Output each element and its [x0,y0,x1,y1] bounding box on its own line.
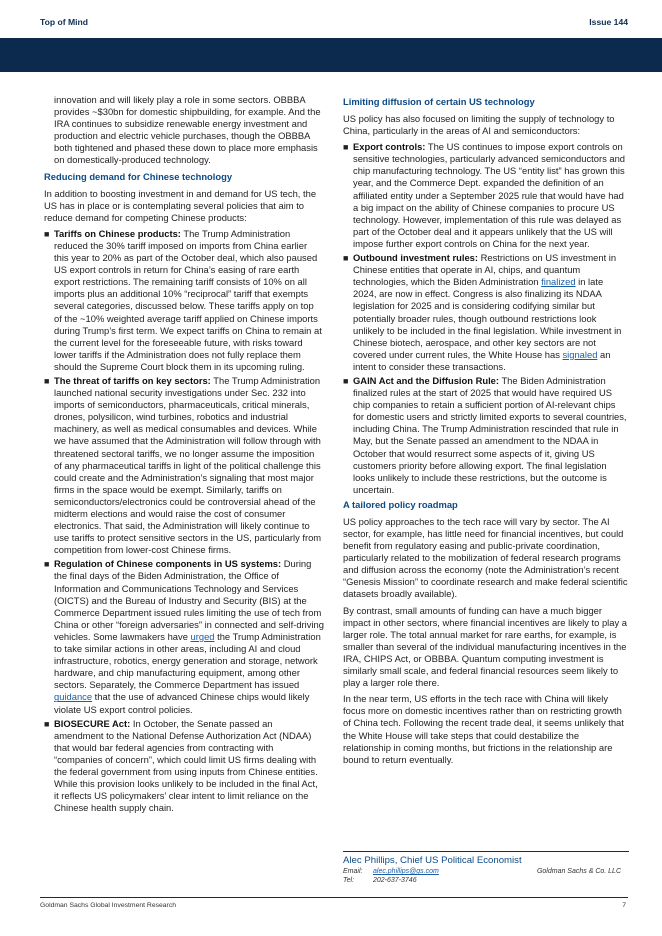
list-item-title: The threat of tariffs on key sectors: [54,374,211,386]
bullet-icon: ■ [343,253,349,264]
paragraph: By contrast, small amounts of funding can have a much bigger impact in other sectors, where financial incentives are likely to play a larger role. The total annual market for rare earths, for example, is smaller than several of the individual manufacturing incentives in the IRA, CHIPS Act, or OBBBA. Quantum computing investment is similarly small scale, and federal financial resources seem likely to play a larger role there. [343,604,627,689]
list-item-text: Restrictions on US investment in Chinese entities that operate in AI, chips, and quantum technologies, which the Biden Administration [353,252,617,288]
list-item-text: During the final days of the Biden Administration, the Office of Information and Communications Technology and Services (OICTS) and the Bureau of Industry and Security (BIS) at the Commerce Department issued rules limiting the use of tech from China or other “foreign adversaries” in connected and self-driving vehicles. Some lawmakers have [54,558,324,642]
list-item-text: In October, the Senate passed an amendment to the National Defense Authorization Act (NDAA) that would bar federal agencies from contracting with “companies of concern”, which could limit US firms dealing with the federal government from using inputs from Chinese entities. While this provision looks unlikely to be included in the final Act, it reflects US policymakers’ clear intent to limit reliance on the Chinese health supply chain. [54,717,318,814]
header-band [0,38,662,72]
publisher-name: Goldman Sachs Global Investment Research [40,902,177,909]
list-item-text: the Trump Administration to take similar actions in other areas, including AI and cloud infrastructure, robotics, energy generation and storage, network hardware, and chip manufacturing equipment, among other sectors. Separately, the Commerce Department has issued [54,630,321,691]
bullet-icon: ■ [44,228,50,239]
tel-number: 202-637-3746 [373,877,417,884]
author-contact [343,867,629,885]
list-item-text: The US continues to impose export controls on sensitive technologies, particularly advanced semiconductors and chip manufacturing technology. The US “entity list” has grown this year, and the Commerce Dept. expanded the definition of an affiliated entity under a September 2025 rule that would have had a big impact on the ability of Chinese companies to procure US technology. However, implementation of this rule was delayed as part of the October deal and it appears unlikely that the US will impose further export controls on China for the next year. [353,141,626,249]
list-item [44,375,324,556]
list-item [44,228,324,373]
urged-link[interactable]: urged [190,630,215,642]
list-item-title: BIOSECURE Act: [54,717,131,729]
list-item-title: Outbound investment rules: [353,252,479,264]
list-item [44,718,324,815]
paragraph: US policy has also focused on limiting the supply of technology to China, particularly in the areas of AI and semiconductors: [343,113,615,137]
paragraph: In addition to boosting investment in and demand for US tech, the US has in place or is contemplating several policies that aim to reduce demand for competing Chinese products: [44,187,317,223]
bullet-icon: ■ [44,559,50,570]
list-item-title: Export controls: [353,141,426,153]
bullet-icon: ■ [44,718,50,729]
bullet-icon: ■ [44,375,50,386]
list-item-text: The Biden Administration finalized rules at the start of 2025 that would have required US chip companies to retain a sufficient portion of AI-relevant chips for domestic users and strictly limited exports to several countries, including China. The Trump Administration rescinded that rule in May, but the Senate passed an amendment to the NDAA in October that would resurrect some aspects of it, giving US customers priority before allowing export. The final legislation looks unlikely to include these restrictions, but the outcome is uncertain. [353,374,627,495]
list-item [343,141,629,250]
list-item-text: in late 2024, are now in effect. Congress is also finalizing its NDAA legislation for 2025 and is considering codifying similar but potentially broader rules, though outbound restrictions look unlikely to be included in the final legislation. While investment in Chinese biotech, aerospace, and other key sectors are not covered under current rules, the White House has [353,276,622,360]
paragraph: In the near term, US efforts in the tech race with China will likely focus more on domestic incentives rather than on restricting growth of China tech. Following the recent trade deal, it seems unlikely that the White House will take steps that could destabilize the relationship in coming months, but frictions in the relationship are bound to return eventually. [343,693,624,765]
list-item-title: Regulation of Chinese components in US systems: [54,558,282,570]
finalized-link[interactable]: finalized [541,276,576,288]
list-item-title: Tariffs on Chinese products: [54,227,181,239]
list-item-text: an intent to consider these transactions. [353,348,611,372]
footer-divider [40,897,628,898]
signaled-link[interactable]: signaled [562,348,598,360]
page-number: 7 [622,902,626,909]
author-block [343,851,629,866]
email-link[interactable]: alec.phillips@gs.com [373,868,439,875]
list-item-text: The Trump Administration reduced the 30% tariff imposed on imports from China earlier this year to 20% as part of the October deal, which also paused US export controls in return for China’s easing of rare earth export restrictions. The remaining tariff consists of 10% on all imports plus an additional 10% “reciprocal” tariff that exempts several categories, discussed below. These tariffs apply on top of the ~10% weighted average tariff applied on Chinese imports during Trump’s first term. We expect tariffs on China to remain at the current level for the foreseeable future, with risks toward lower tariffs if the Administration does not fully replace them should the Supreme Court block them in its upcoming ruling. [54,227,322,372]
paragraph: US policy approaches to the tech race will vary by sector. The AI sector, for example, has little need for financial incentives, but could benefit from regulatory easing and public-private coordination, particularly related to the mobilization of federal research programs and diffusion across the economy (note the Administration’s recent “Genesis Mission” to coordinate research and make federal scientific datasets broadly available). [343,515,628,600]
tel-label: Tel: [343,877,355,884]
list-item-text: that the use of advanced Chinese chips would likely violate US export control policies. [54,691,310,715]
guidance-link[interactable]: guidance [54,691,93,703]
bullet-list [343,141,629,496]
list-item [44,558,324,715]
issue-number: Issue 144 [589,17,628,27]
intro-paragraph: innovation and will likely play a role in some sectors. OBBBA provides ~$30bn for domestic shipbuilding, for example. And the IRA continues to subsidize renewable energy investment and production and electric vehicle purchases, though the OBBBA both tightened and phased these down to place more emphasis on domestically-produced technology. [54,94,321,166]
left-column [44,94,324,817]
bullet-list [44,228,324,815]
section-heading-reducing-demand: Reducing demand for Chinese technology [44,170,233,182]
list-item [343,375,629,496]
bullet-icon: ■ [343,142,349,153]
firm-name: Goldman Sachs & Co. LLC [536,868,621,875]
email-label: Email: [343,868,363,875]
section-title: Top of Mind [40,17,89,27]
right-column [343,94,629,770]
list-item [343,252,629,373]
running-header [40,17,628,31]
section-heading-limiting-diffusion: Limiting diffusion of certain US technology [343,96,535,107]
bullet-icon: ■ [343,375,349,386]
author-name: Alec Phillips, Chief US Political Economist [343,855,522,866]
section-heading-tailored-roadmap: A tailored policy roadmap [343,498,458,510]
list-item-title: GAIN Act and the Diffusion Rule: [353,374,500,386]
list-item-text: The Trump Administration launched national security investigations under Sec. 232 into imports of semiconductors, pharmaceuticals, critical minerals, drones, polysilicon, wind turbines, robotics and industrial machinery, as well as medical consumables and devices. While we have assumed that the Administration will follow through with threatened sectoral tariffs, we no longer assume the imposition of any pharmaceutical tariffs in light of the political challenge this could create and the Administration’s signaling that most major firms in the space would be exempt. Similarly, tariffs on semiconductors/electronics could be controversial ahead of the midterm elections and would raise the cost of consumer electronics. That said, the Administration will likely continue to use tariffs to protect sensitive sectors in the US, particularly from competition from lower-cost Chinese firms. [54,374,322,556]
